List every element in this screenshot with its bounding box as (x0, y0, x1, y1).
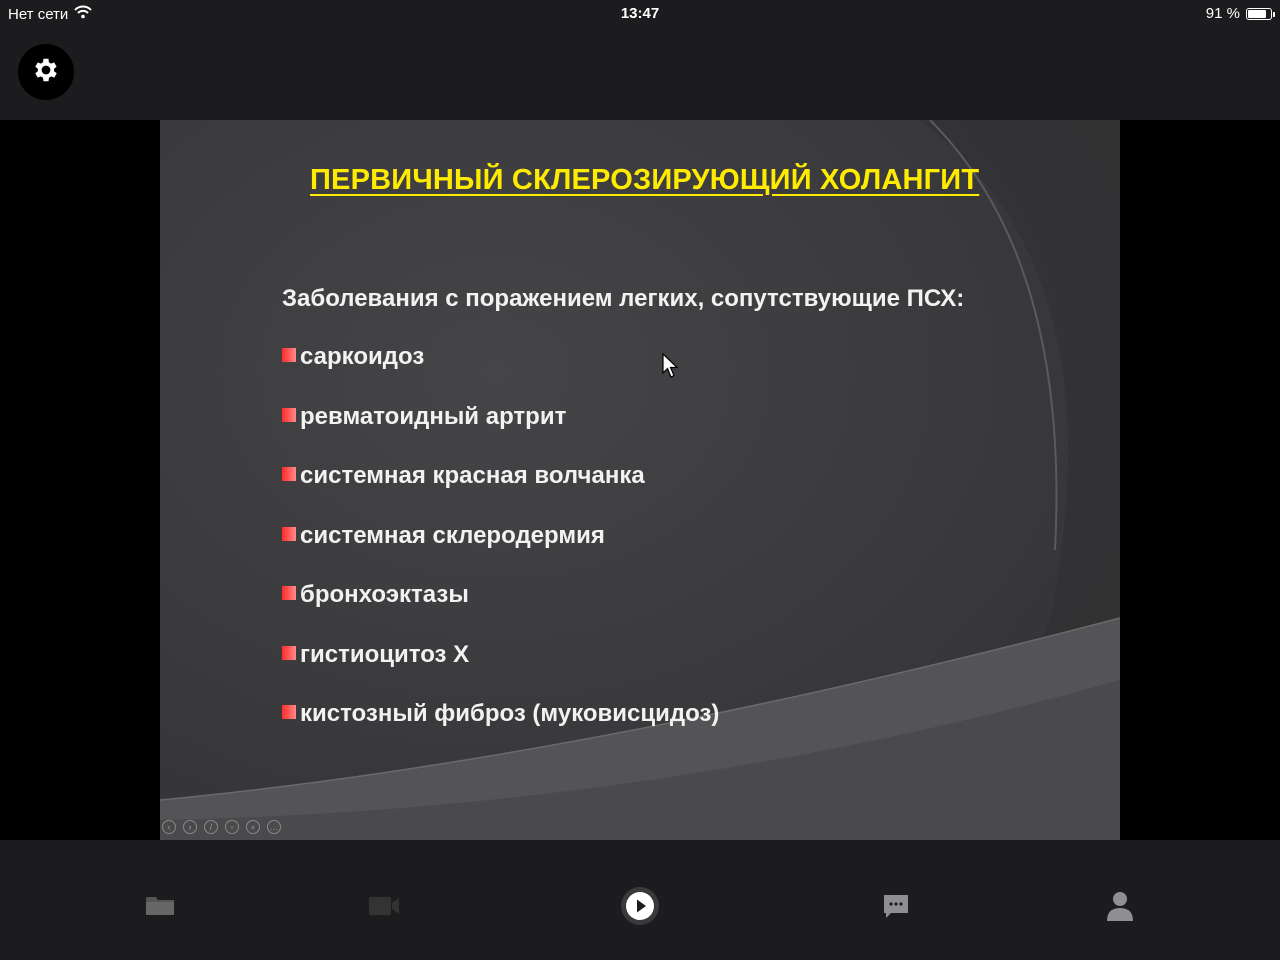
bullet-icon (282, 646, 296, 660)
list-item: ревматоидный артрит (282, 403, 719, 463)
previous-slide-icon[interactable]: ‹ (162, 820, 176, 834)
tab-bar (0, 840, 1280, 960)
slide-subtitle: Заболевания с поражением легких, сопутствующие ПСХ: (282, 285, 965, 312)
tab-video[interactable] (364, 888, 404, 928)
more-icon[interactable]: … (267, 820, 281, 834)
settings-button[interactable] (18, 44, 74, 100)
battery-percent: 91 % (1205, 5, 1240, 22)
person-icon (1106, 891, 1134, 926)
tab-play[interactable] (620, 888, 660, 928)
list-item: системная склеродермия (282, 522, 719, 582)
list-item: системная красная волчанка (282, 462, 719, 522)
clock: 13:47 (620, 5, 660, 22)
bullet-list (282, 343, 719, 760)
tab-profile[interactable] (1100, 888, 1140, 928)
slides-grid-icon[interactable]: ▫ (225, 820, 239, 834)
slide-title: ПЕРВИЧНЫЙ СКЛЕРОЗИРУЮЩИЙ ХОЛАНГИТ (310, 164, 980, 196)
gear-icon (31, 55, 61, 90)
slide-controls (162, 820, 281, 834)
bullet-icon (282, 348, 296, 362)
folder-icon (145, 894, 175, 923)
bullet-icon (282, 467, 296, 481)
list-item: саркоидоз (282, 343, 719, 403)
pen-icon[interactable]: / (204, 820, 218, 834)
list-item: бронхоэктазы (282, 581, 719, 641)
chat-icon (882, 893, 910, 924)
list-item: гистиоцитоз Х (282, 641, 719, 701)
zoom-icon[interactable]: ∘ (246, 820, 260, 834)
top-bar (0, 0, 1280, 120)
status-bar (0, 0, 1280, 26)
battery-icon (1246, 8, 1272, 20)
video-camera-icon (368, 895, 400, 922)
bullet-icon (282, 586, 296, 600)
bullet-icon (282, 527, 296, 541)
mouse-cursor-icon (662, 353, 680, 384)
next-slide-icon[interactable]: › (183, 820, 197, 834)
video-player[interactable] (0, 120, 1280, 840)
presentation-slide (160, 120, 1120, 840)
tab-chat[interactable] (876, 888, 916, 928)
network-status: Нет сети (8, 5, 69, 23)
list-item: кистозный фиброз (муковисцидоз) (282, 700, 719, 760)
play-icon (620, 886, 660, 931)
tab-files[interactable] (140, 888, 180, 928)
bullet-icon (282, 705, 296, 719)
bullet-icon (282, 408, 296, 422)
